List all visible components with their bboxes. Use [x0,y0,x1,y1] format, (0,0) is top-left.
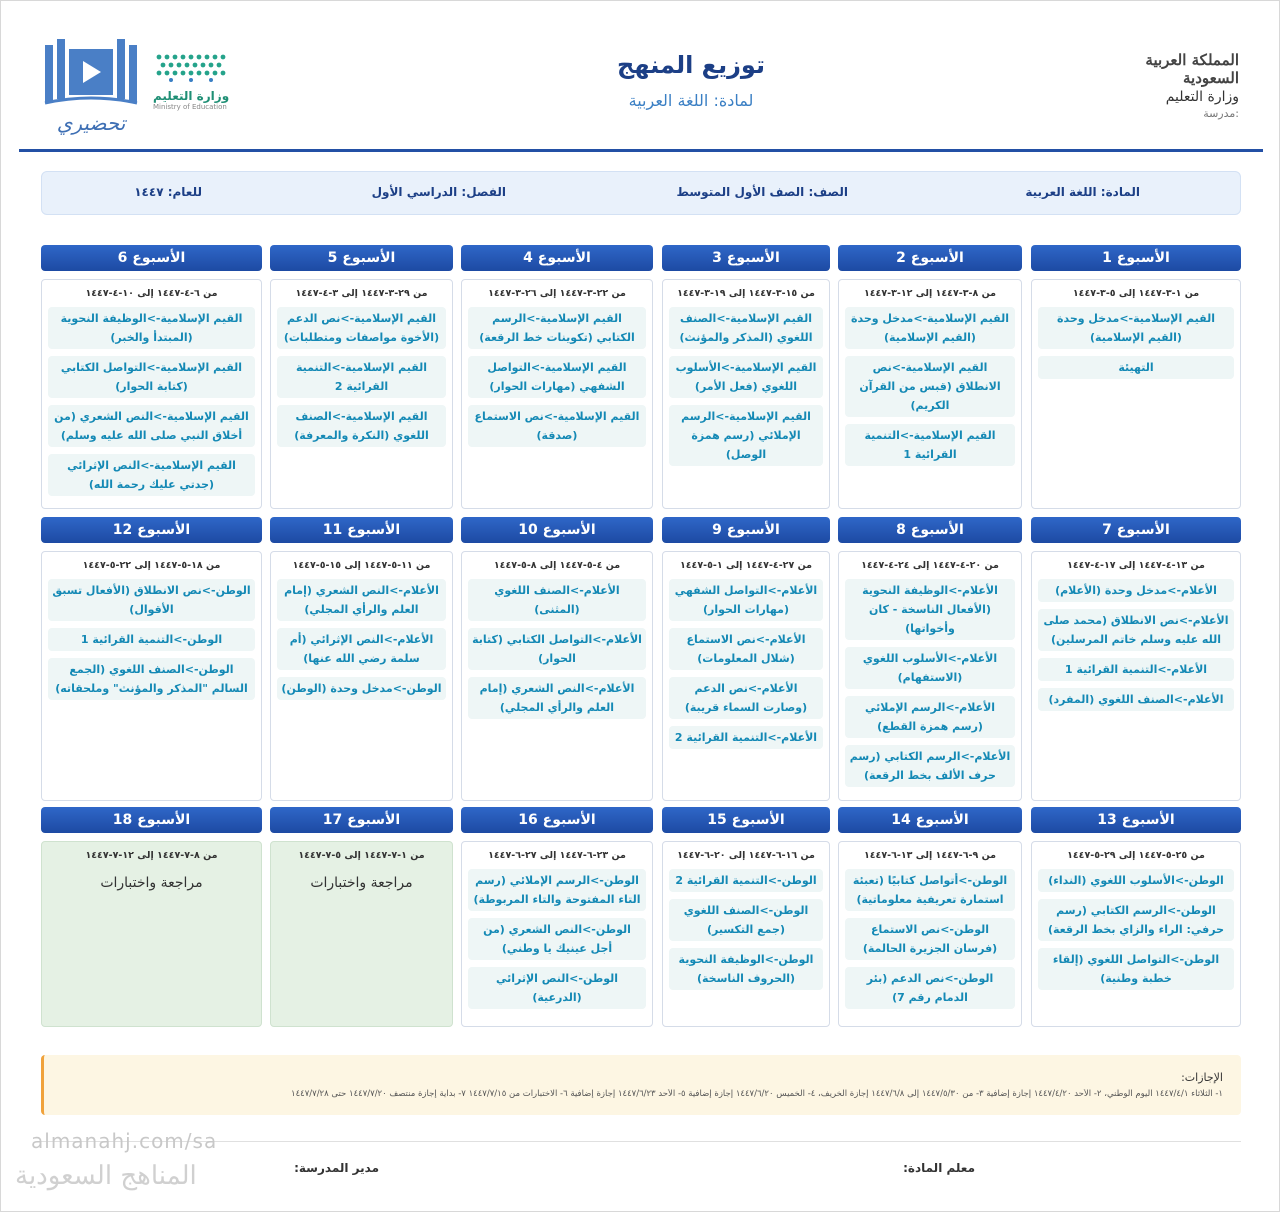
moe-logo-english: Ministry of Education [153,103,227,111]
week-title: الأسبوع 15 [662,807,830,833]
week-title: الأسبوع 11 [270,517,453,543]
lesson-topic: الوطن->التواصل اللغوي (إلقاء خطبة وطنية) [1038,948,1234,990]
week-date: من ٢٧-٤-١٤٤٧ إلى ١-٥-١٤٤٧ [679,560,813,571]
week-date: من ٤-٥-١٤٤٧ إلى ٨-٥-١٤٤٧ [493,560,621,571]
week-body [1031,279,1241,509]
week-card [461,807,653,1027]
week-card [838,517,1022,801]
lesson-topic: القيم الإسلامية->الأسلوب اللغوي (فعل الأمر) [669,356,823,398]
week-title: الأسبوع 1 [1031,245,1241,271]
week-body [1031,841,1241,1027]
lesson-topic: الوطن->نص الانطلاق (الأفعال تسبق الأقوال) [48,579,255,621]
week-title: الأسبوع 13 [1031,807,1241,833]
lesson-topic: القيم الإسلامية->التنمية القرائية 2 [277,356,446,398]
week-title: الأسبوع 8 [838,517,1022,543]
week-body [41,841,262,1027]
week-date: من ٩-٦-١٤٤٧ إلى ١٣-٦-١٤٤٧ [863,850,997,861]
lesson-topic: القيم الإسلامية->نص الدعم (الأخوة مواصفات ومتطلبات) [277,307,446,349]
moe-dots-icon [153,51,229,83]
book-play-icon [41,35,141,107]
week-body [41,551,262,801]
lesson-topic: القيم الإسلامية->مدخل وحدة (القيم الإسلامية) [845,307,1015,349]
week-body [461,551,653,801]
week-card [662,807,830,1027]
week-title: الأسبوع 4 [461,245,653,271]
week-card [1031,517,1241,801]
week-body [838,551,1022,801]
lesson-topic: الأعلام->نص الانطلاق (محمد صلى الله عليه وسلم خاتم المرسلين) [1038,609,1234,651]
week-date: من ١٦-٦-١٤٤٧ إلى ٢٠-٦-١٤٤٧ [677,850,815,861]
watermark-text: المناهج السعودية [15,1161,197,1191]
week-title: الأسبوع 16 [461,807,653,833]
week-date: من ٢٥-٥-١٤٤٧ إلى ٢٩-٥-١٤٤٧ [1067,850,1205,861]
lesson-topic: القيم الإسلامية->الوظيفة النحوية (المبتدأ والخبر) [48,307,255,349]
lesson-topic: الأعلام->نص الدعم (وصارت السماء قريبة) [669,677,823,719]
week-card [662,245,830,509]
lesson-topic: الأعلام->الصنف اللغوي (المفرد) [1038,688,1234,711]
week-date: من ١-٧-١٤٤٧ إلى ٥-٧-١٤٤٧ [298,850,425,861]
week-body [662,841,830,1027]
holidays-title: الإجازات: [1181,1071,1223,1084]
lesson-topic: الأعلام->التواصل الكتابي (كتابة الحوار) [468,628,646,670]
review-label: مراجعة واختبارات [310,875,413,891]
footer-divider [41,1141,1241,1142]
week-card [41,517,262,801]
moe-logo-arabic: وزارة التعليم [153,89,230,103]
lesson-topic: الأعلام->النص الشعري (إمام العلم والرأي المجلي) [468,677,646,719]
ministry-name: وزارة التعليم [1165,89,1239,105]
week-card [41,807,262,1027]
week-title: الأسبوع 17 [270,807,453,833]
week-title: الأسبوع 18 [41,807,262,833]
week-card [1031,245,1241,509]
week-title: الأسبوع 12 [41,517,262,543]
week-date: من ٨-٧-١٤٤٧ إلى ١٢-٧-١٤٤٧ [85,850,218,861]
week-body [838,279,1022,509]
info-term: الفصل: الدراسي الأول [371,185,506,199]
lesson-topic: الوطن->الرسم الكتابي (رسم حرفي: الراء والزاي بخط الرقعة) [1038,899,1234,941]
lesson-topic: القيم الإسلامية->التنمية القرائية 1 [845,424,1015,466]
week-body [270,551,453,801]
lesson-topic: الأعلام->التنمية القرائية 1 [1038,658,1234,681]
lesson-topic: الوطن->الصنف اللغوي (جمع التكسير) [669,899,823,941]
lesson-topic: الوطن->نص الدعم (بئر الدمام رقم 7) [845,967,1015,1009]
lesson-topic: القيم الإسلامية->الصنف اللغوي (النكرة والمعرفة) [277,405,446,447]
teacher-signature: معلم المادة: [903,1161,975,1175]
lesson-topic: الأعلام->الأسلوب اللغوي (الاستفهام) [845,647,1015,689]
school-label: مدرسة: [1203,107,1239,120]
lesson-topic: الأعلام->التنمية القرائية 2 [669,726,823,749]
week-title: الأسبوع 6 [41,245,262,271]
lesson-topic: الأعلام->النص الإثرائي (أم سلمة رضي الله عنها) [277,628,446,670]
week-body [662,551,830,801]
lesson-topic: القيم الإسلامية->الرسم الإملائي (رسم همزة الوصل) [669,405,823,466]
kingdom-logo [1139,51,1239,120]
lesson-topic: القيم الإسلامية->النص الشعري (من أخلاق النبي صلى الله عليه وسلم) [48,405,255,447]
week-date: من ٢٣-٦-١٤٤٧ إلى ٢٧-٦-١٤٤٧ [488,850,626,861]
week-body [41,279,262,509]
week-date: من ١٥-٣-١٤٤٧ إلى ١٩-٣-١٤٤٧ [677,288,815,299]
week-body [270,279,453,509]
principal-signature: مدير المدرسة: [294,1161,379,1175]
week-title: الأسبوع 7 [1031,517,1241,543]
moe-logo [153,51,243,111]
page-subtitle: لمادة: اللغة العربية [628,91,754,110]
info-subject: المادة: اللغة العربية [1025,185,1140,199]
lesson-topic: الأعلام->الوظيفة النحوية (الأفعال الناسخة - كان وأخواتها) [845,579,1015,640]
week-card [270,245,453,509]
info-year: للعام: ١٤٤٧ [134,185,202,199]
week-date: من ٦-٤-١٤٤٧ إلى ١٠-٤-١٤٤٧ [85,288,218,299]
header-divider [19,149,1263,152]
lesson-topic: الأعلام->الصنف اللغوي (المثنى) [468,579,646,621]
holidays-text: ١- الثلاثاء ١٤٤٧/٤/١ اليوم الوطني، ٢- الأحد ١٤٤٧/٤/٢٠ إجازة إضافية ٣- من ١٤٤٧/٥/٣٠ إلى ١٤٤٧/٦/٨ إجازة الخريف، ٤- الخميس ١٤٤٧/٦/٢٠ إجازة إضافية ٥- الأحد ١٤٤٧/٦/٢٣ إجازة إضافية ٦- الاختبارات من ١٤٤٧/٧/١٥ ٧- بداية إجازة منتصف ١٤٤٧/٧/٢٠ حتى ١٤٤٧/٧/٢٨ [291,1089,1223,1099]
week-card [270,517,453,801]
lesson-topic: الوطن->الوظيفة النحوية (الحروف الناسخة) [669,948,823,990]
week-title: الأسبوع 10 [461,517,653,543]
lesson-topic: الأعلام->نص الاستماع (شلال المعلومات) [669,628,823,670]
page-title: توزيع المنهج [617,51,765,79]
lesson-topic: الوطن->الرسم الإملائي (رسم التاء المفتوحة والتاء المربوطة) [468,869,646,911]
week-card [461,245,653,509]
week-body [461,841,653,1027]
holidays-box [41,1055,1241,1115]
week-date: من ٢٠-٤-١٤٤٧ إلى ٢٤-٤-١٤٤٧ [861,560,999,571]
week-date: من ٢٩-٣-١٤٤٧ إلى ٣-٤-١٤٤٧ [295,288,428,299]
week-title: الأسبوع 9 [662,517,830,543]
watermark-url: almanahj.com/sa [31,1129,218,1153]
week-date: من ١١-٥-١٤٤٧ إلى ١٥-٥-١٤٤٧ [292,560,431,571]
lesson-topic: الوطن->الصنف اللغوي (الجمع السالم "المذكر والمؤنث" وملحقاته) [48,658,255,700]
week-body [270,841,453,1027]
lesson-topic: القيم الإسلامية->الرسم الكتابي (تكوينات خط الرقعة) [468,307,646,349]
lesson-topic: الوطن->نص الاستماع (فرسان الجزيرة الحالمة) [845,918,1015,960]
lesson-topic: الوطن->التنمية القرائية 1 [48,628,255,651]
tahdiri-text: تحضيري [56,111,126,135]
week-card [270,807,453,1027]
week-body [838,841,1022,1027]
kingdom-script: المملكة العربية السعودية [1145,51,1239,87]
week-date: من ١-٣-١٤٤٧ إلى ٥-٣-١٤٤٧ [1072,288,1200,299]
week-date: من ٨-٣-١٤٤٧ إلى ١٢-٣-١٤٤٧ [863,288,997,299]
week-card [41,245,262,509]
lesson-topic: الأعلام->مدخل وحدة (الأعلام) [1038,579,1234,602]
week-title: الأسبوع 14 [838,807,1022,833]
week-date: من ١٣-٤-١٤٤٧ إلى ١٧-٤-١٤٤٧ [1067,560,1205,571]
lesson-topic: القيم الإسلامية->نص الانطلاق (قبس من القرآن الكريم) [845,356,1015,417]
lesson-topic: الوطن->النص الإثرائي (الدرعية) [468,967,646,1009]
week-card [1031,807,1241,1027]
lesson-topic: الوطن->التنمية القرائية 2 [669,869,823,892]
lesson-topic: الأعلام->النص الشعري (إمام العلم والرأي المجلي) [277,579,446,621]
week-card [838,245,1022,509]
lesson-topic: الوطن->مدخل وحدة (الوطن) [277,677,446,700]
lesson-topic: القيم الإسلامية->الصنف اللغوي (المذكر والمؤنث) [669,307,823,349]
week-body [662,279,830,509]
review-label: مراجعة واختبارات [100,875,203,891]
lesson-topic: الأعلام->الرسم الكتابي (رسم حرف الألف بخط الرقعة) [845,745,1015,787]
week-card [662,517,830,801]
lesson-topic: القيم الإسلامية->النص الإثرائي (جدتي عليك رحمة الله) [48,454,255,496]
lesson-topic: الوطن->الأسلوب اللغوي (النداء) [1038,869,1234,892]
lesson-topic: القيم الإسلامية->التواصل الكتابي (كتابة الحوار) [48,356,255,398]
lesson-topic: القيم الإسلامية->التواصل الشفهي (مهارات الحوار) [468,356,646,398]
lesson-topic: القيم الإسلامية->مدخل وحدة (القيم الإسلامية) [1038,307,1234,349]
week-date: من ١٨-٥-١٤٤٧ إلى ٢٢-٥-١٤٤٧ [82,560,221,571]
week-title: الأسبوع 2 [838,245,1022,271]
week-title: الأسبوع 3 [662,245,830,271]
lesson-topic: القيم الإسلامية->نص الاستماع (صدقة) [468,405,646,447]
lesson-topic: الوطن->النص الشعري (من أجل عينيك يا وطني) [468,918,646,960]
lesson-topic: الأعلام->الرسم الإملائي (رسم همزة القطع) [845,696,1015,738]
week-card [461,517,653,801]
info-bar [41,171,1241,215]
week-title: الأسبوع 5 [270,245,453,271]
week-date: من ٢٢-٣-١٤٤٧ إلى ٢٦-٣-١٤٤٧ [488,288,626,299]
week-card [838,807,1022,1027]
tahdiri-logo [41,35,141,135]
lesson-topic: الأعلام->التواصل الشفهي (مهارات الحوار) [669,579,823,621]
lesson-topic: الوطن->أتواصل كتابيًا (تعبئة استمارة تعريفية معلوماتية) [845,869,1015,911]
week-body [1031,551,1241,801]
info-grade: الصف: الصف الأول المتوسط [676,185,848,199]
week-body [461,279,653,509]
lesson-topic: التهيئة [1038,356,1234,379]
